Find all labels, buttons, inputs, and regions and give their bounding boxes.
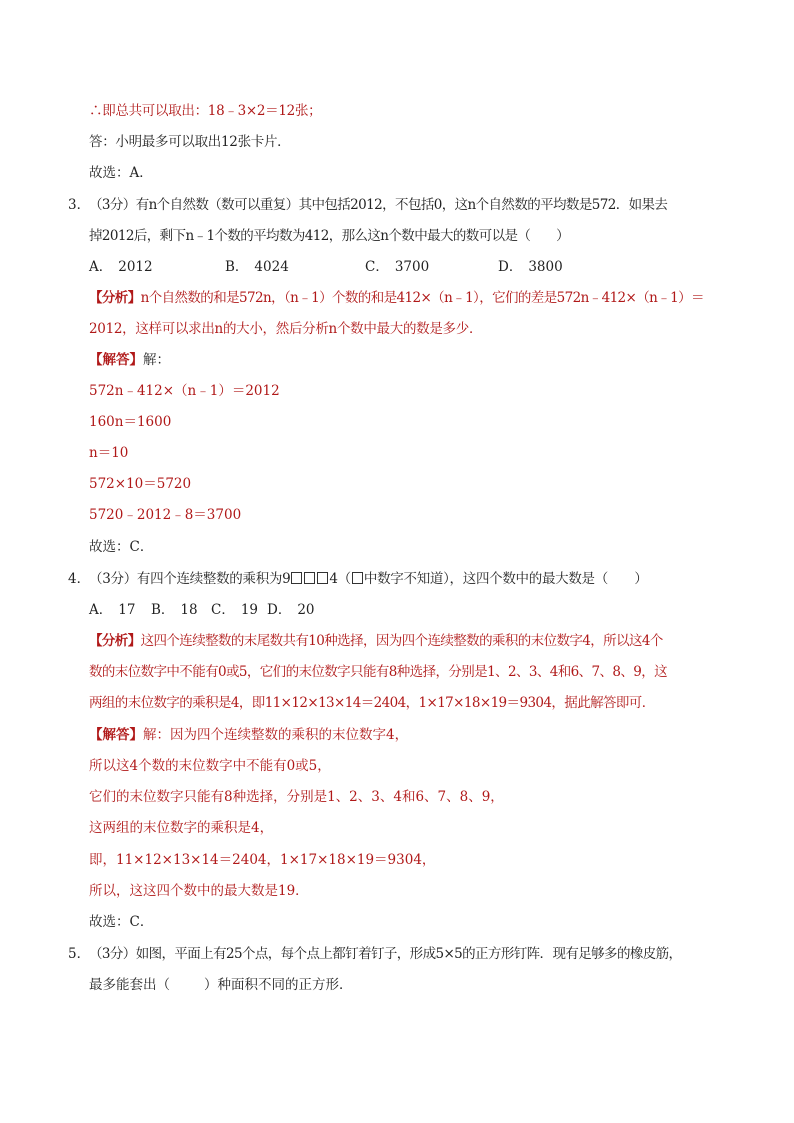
- q3-solution-head: [89, 351, 170, 369]
- option-label: A．: [89, 259, 113, 275]
- q3-step-1: 572n﹣412×（n﹣1）＝2012: [89, 383, 280, 399]
- q4-option-a: [89, 601, 135, 619]
- q3-option-a: [89, 258, 153, 276]
- q3-stem-line1: （3分）有n个自然数（数可以重复）其中包括2012，不包括0，这n个自然数的平均数是572．如果去: [89, 197, 668, 213]
- q3-choice-line: 故选：C．: [89, 539, 154, 555]
- analysis-text: n个自然数的和是572n，（n﹣1）个数的和是412×（n﹣1），它们的差是572n﹣412×（n﹣1）＝: [140, 290, 704, 306]
- unknown-digit-box: [352, 572, 363, 584]
- q3-step-3: n＝10: [89, 445, 129, 461]
- unknown-digit-box: [291, 572, 302, 584]
- q4-solution-line1: [89, 726, 408, 744]
- option-value: 3700: [394, 259, 430, 275]
- q3-stem-line2: 掉2012后，剩下n﹣1个数的平均数为412，那么这n个数中最大的数可以是（ ）: [89, 228, 570, 244]
- q4-number: 4．: [68, 571, 91, 587]
- q3-analysis-line1: [89, 289, 704, 307]
- q4-stem-after: 中数字不知道），这四个数中的最大数是（ ）: [363, 571, 648, 587]
- q2-answer-line: 答：小明最多可以取出12张卡片．: [89, 134, 291, 150]
- q3-step-4: 572×10＝5720: [89, 476, 192, 492]
- q4-option-c: [211, 601, 258, 619]
- q3-option-b: [225, 258, 289, 276]
- option-value: 18: [180, 602, 198, 618]
- solution-label: 解：: [143, 352, 170, 368]
- option-value: 4024: [254, 259, 289, 275]
- option-label: D．: [267, 602, 292, 618]
- q4-analysis-line1: [89, 632, 663, 650]
- q4-option-d: [267, 601, 315, 619]
- q3-option-c: [365, 258, 429, 276]
- q4-stem-mid: 4（: [329, 571, 351, 587]
- q4-analysis-line3: 两组的末位数字的乘积是4，即11×12×13×14＝2404，1×17×18×19＝9304，据此解答即可．: [89, 695, 655, 711]
- q4-stem: [89, 570, 648, 588]
- q3-number: 3．: [68, 197, 91, 213]
- q4-analysis-line2: 数的末位数字中不能有0或5，它们的末位数字只能有8种选择，分别是1、2、3、4和6、7、8、9，这: [89, 664, 668, 680]
- option-value: 3800: [528, 259, 563, 275]
- q3-step-5: 5720﹣2012﹣8＝3700: [89, 507, 242, 523]
- option-value: 19: [240, 602, 259, 618]
- q3-option-d: [498, 258, 563, 276]
- q5-number: 5．: [68, 946, 91, 962]
- q3-step-2: 160n＝1600: [89, 414, 172, 430]
- analysis-tag: 【分析】: [89, 290, 141, 306]
- q4-solution-line2: 所以这4个数的末位数字中不能有0或5，: [89, 758, 331, 774]
- unknown-digit-box: [317, 572, 328, 584]
- option-value: 2012: [118, 259, 153, 275]
- analysis-tag: 【分析】: [89, 633, 141, 649]
- q4-stem-before: （3分）有四个连续整数的乘积为9: [89, 571, 291, 587]
- q2-calc-line: ∴即总共可以取出：18﹣3×2＝12张；: [89, 103, 322, 119]
- analysis-text: 这四个连续整数的末尾数共有10种选择，因为四个连续整数的乘积的末位数字4，所以这4个: [140, 633, 663, 649]
- option-label: B．: [225, 259, 249, 275]
- q5-stem-line1: （3分）如图，平面上有25个点，每个点上都钉着钉子，形成5×5的正方形钉阵．现有足够多的橡皮筋，: [89, 946, 682, 962]
- option-label: C．: [211, 602, 235, 618]
- q4-choice-line: 故选：C．: [89, 914, 154, 930]
- q4-solution-line3: 它们的末位数字只能有8种选择，分别是1、2、3、4和6、7、8、9，: [89, 789, 504, 805]
- q2-choice-line: 故选：A．: [89, 165, 153, 181]
- solution-tag: 【解答】: [89, 352, 143, 368]
- q4-solution-line6: 所以，这这四个数中的最大数是19．: [89, 883, 309, 899]
- q5-stem-line2: [89, 976, 353, 994]
- option-value: 17: [118, 602, 136, 618]
- unknown-digit-box: [304, 572, 315, 584]
- q3-analysis-line2: 2012，这样可以求出n的大小，然后分析n个数中最大的数是多少．: [89, 321, 483, 337]
- option-label: B．: [151, 602, 175, 618]
- q5-stem-before: 最多能套出（: [89, 977, 170, 993]
- option-value: 20: [297, 602, 315, 618]
- solution-tag: 【解答】: [89, 727, 143, 743]
- q4-solution-line5: 即，11×12×13×14＝2404，1×17×18×19＝9304，: [89, 852, 436, 868]
- q5-stem-after: ）种面积不同的正方形．: [204, 977, 353, 993]
- option-label: C．: [365, 259, 389, 275]
- q4-option-b: [151, 601, 198, 619]
- solution-text: 解：因为四个连续整数的乘积的末位数字4，: [143, 727, 409, 743]
- option-label: A．: [89, 602, 113, 618]
- option-label: D．: [498, 259, 523, 275]
- q4-solution-line4: 这两组的末位数字的乘积是4，: [89, 820, 274, 836]
